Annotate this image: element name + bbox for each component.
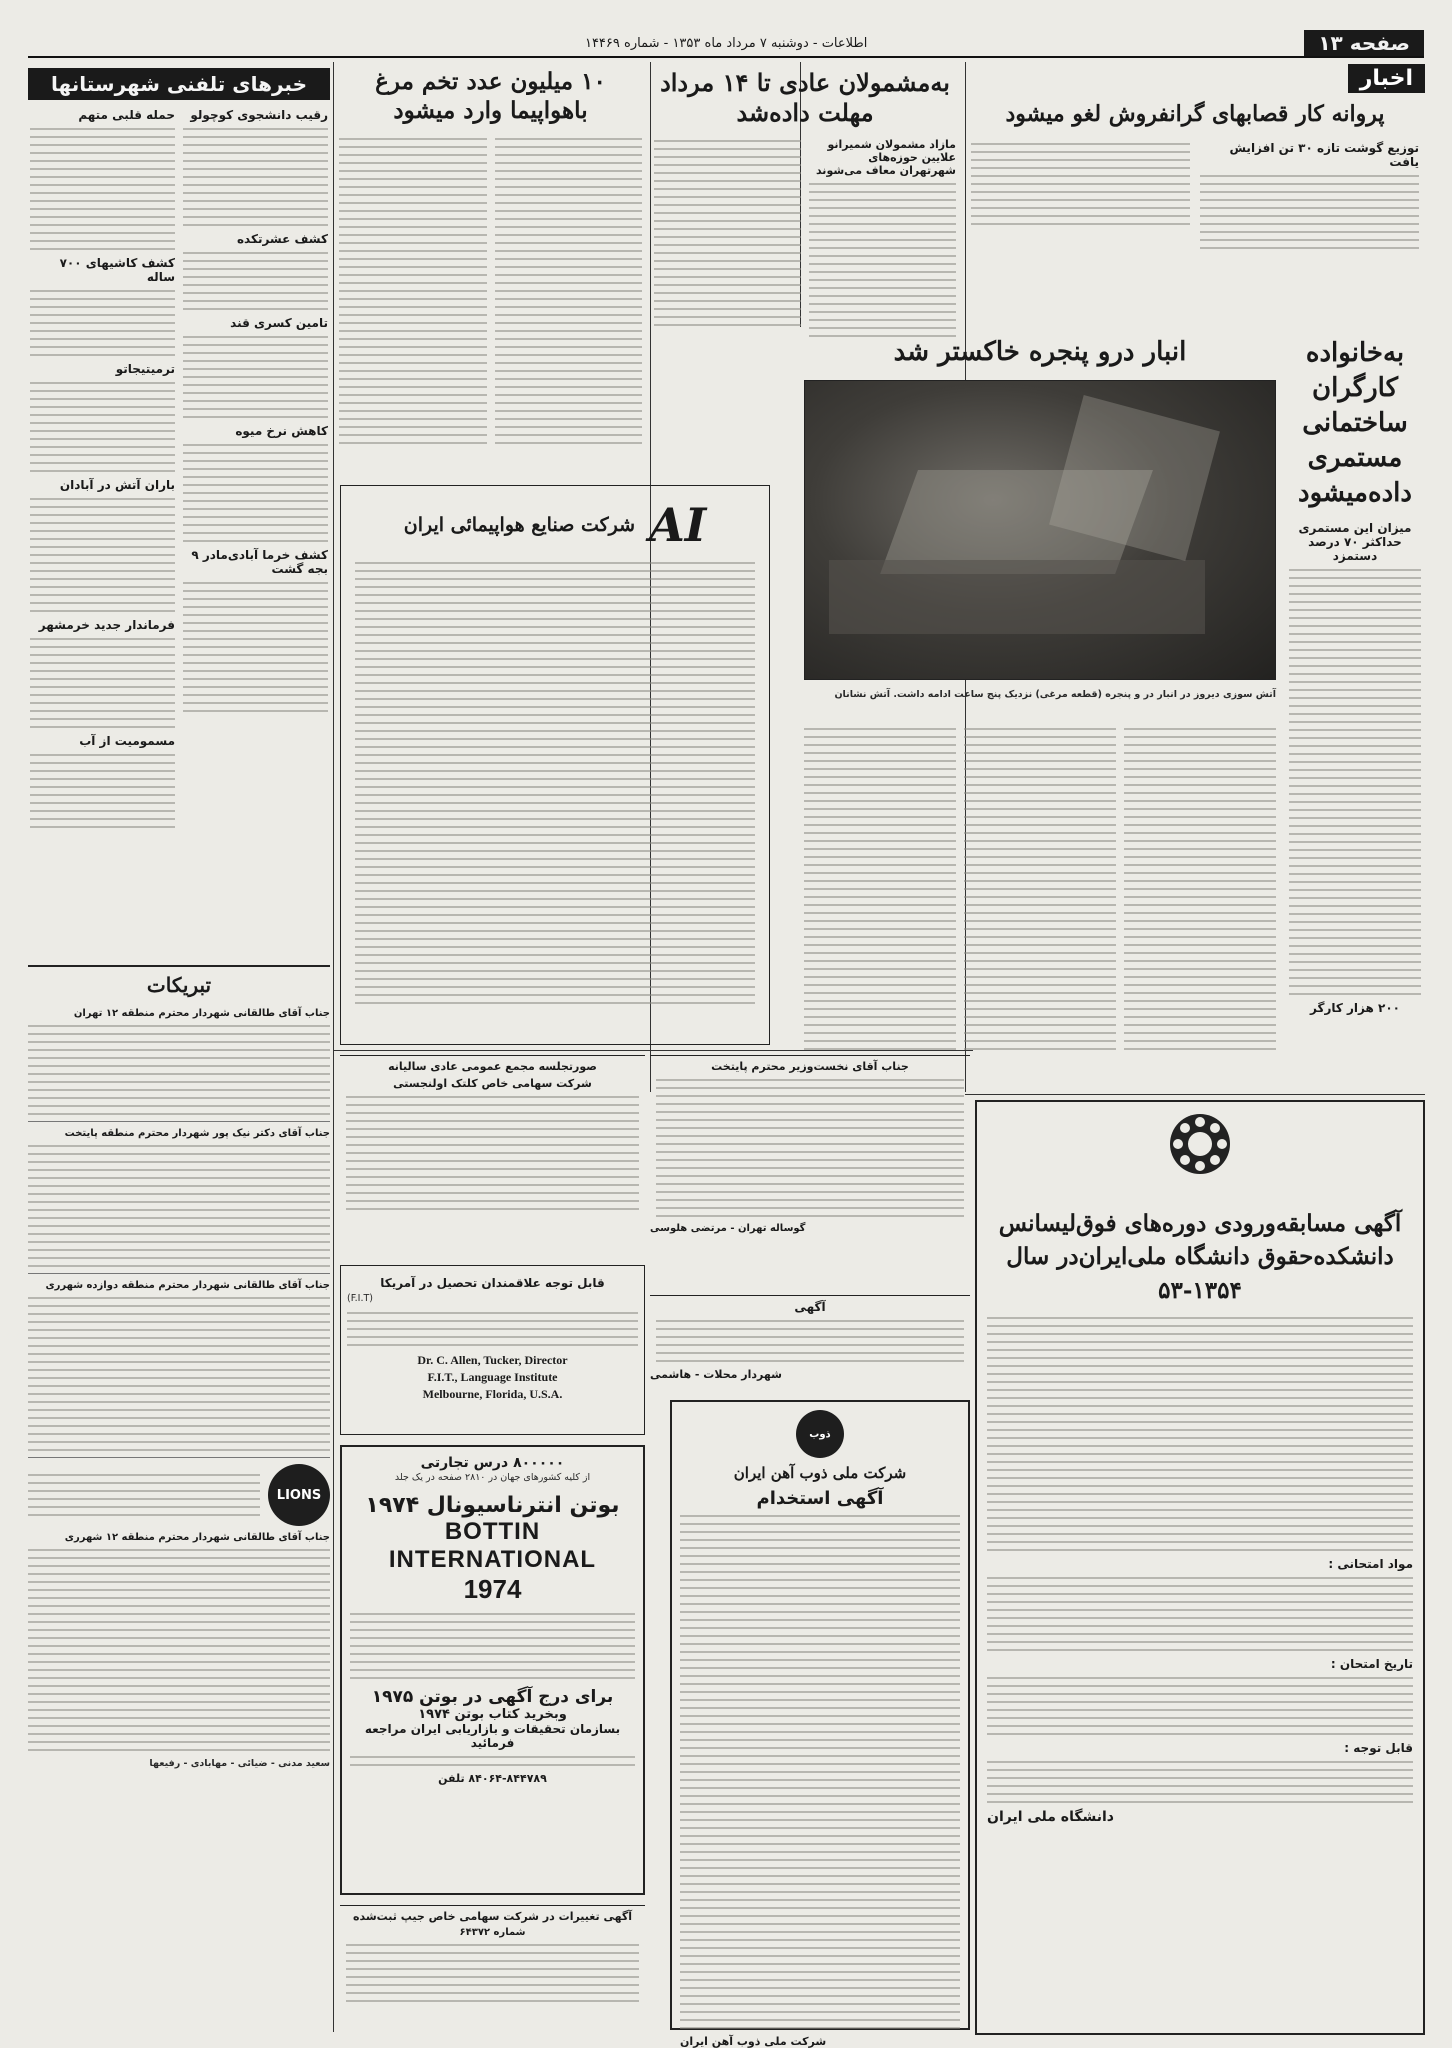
butchers-headline: پروانه کار قصابهای گرانفروش لغو میشود [1005, 101, 1385, 127]
fire-headline: انبار درو پنجره خاکستر شد [893, 337, 1187, 367]
phone-item-0: رقیب دانشجوی کوچولو [190, 108, 328, 122]
congrats-footer: سعید مدنی - ضیائی - مهابادی - رفیعها [149, 1758, 330, 1769]
phone-item-2: کشف عشرتکده [236, 232, 328, 246]
general-notice-sign: شهردار محلات - هاشمی [650, 1368, 782, 1381]
general-notice-title: آگهی [794, 1300, 826, 1314]
ad-meat-notice [650, 1055, 970, 1295]
ad-minutes [340, 1055, 645, 1260]
ad-aircraft [340, 485, 770, 1045]
phone-news-headline: خبرهای تلفنی شهرستانها [28, 68, 330, 100]
congrats-headline: تبریکات [146, 973, 212, 997]
minutes-company: شرکت سهامی خاص کلتک اولنجستی [393, 1077, 592, 1090]
congrats-item-0: جناب آقای طالقانی شهردار محترم منطقه ۱۲ تهران [73, 1008, 330, 1019]
aircraft-logo: AI [649, 498, 707, 552]
steel-title: آگهی استخدام [756, 1488, 884, 1509]
steel-company-emblem: ذوب [796, 1410, 844, 1458]
congrats-block [28, 965, 330, 2030]
phone-item-7: کاهش نرخ میوه [235, 424, 328, 438]
phone-item-3: کشف کاشیهای ۷۰۰ ساله [59, 256, 175, 284]
phone-item-5: ترمیتیجاتو [115, 362, 175, 376]
news-block-fire [800, 330, 1280, 1090]
bottin-title-en: BOTTIN INTERNATIONAL [388, 1518, 597, 1574]
dateline: اطلاعات - دوشنبه ۷ مرداد ماه ۱۳۵۳ - شماره ۱۴۴۶۹ [584, 35, 868, 51]
workers-subheadline: میزان این مستمری حداکثر ۷۰ درصد دستمزد [1298, 521, 1412, 564]
fit-title: قابل توجه علاقمندان تحصیل در آمریکا [380, 1276, 605, 1290]
university-date: تاریخ امتحان : [1330, 1657, 1413, 1672]
bottin-cta: برای درج آگهی در بوتن ۱۹۷۵ [371, 1687, 614, 1708]
bottin-year: 1974 [463, 1574, 522, 1605]
fit-city: Melbourne, Florida, U.S.A. [422, 1386, 563, 1401]
page-number: صفحه ۱۳ [1304, 30, 1424, 56]
congrats-item-1: جناب آقای دکتر نیک پور شهردار محترم منطقه پایتخت [64, 1128, 330, 1139]
conscripts-subheadline: مازاد مشمولان شمیرانو علایین حوزه‌های شهرتهران‌ معاف می‌شوند [815, 138, 956, 177]
ad-changes [340, 1905, 645, 2035]
fit-director: Dr. C. Allen, Tucker, Director [417, 1353, 568, 1368]
phone-item-9: کشف خرما آبادی‌مادر ۹ بجه گشت [191, 548, 328, 576]
university-sign: دانشگاه ملی ایران [987, 1809, 1114, 1826]
fit-org: (F.I.T) [347, 1293, 373, 1304]
phone-item-8: فرماندار جدید خرمشهر [38, 618, 175, 632]
phone-item-10: مسمومیت از آب [79, 734, 175, 748]
meat-subheadline: توزیع گوشت تازه ۳۰ تن افزایش یافت [1229, 140, 1419, 169]
news-block-conscripts [650, 62, 960, 332]
steel-footer: شرکت ملی ذوب آهن ایران [680, 2035, 827, 2048]
meat-notice-footer: گوساله تهران - مرتضی هلوسی [650, 1223, 806, 1234]
news-block-eggs [333, 62, 648, 482]
workers-count: ۲۰۰ هزار کارگر [1310, 1001, 1400, 1016]
ad-university [975, 1100, 1425, 2035]
fire-photo-caption: آتش سوزی دیروز در انبار در و پنجره (قطعه مرغی) نزدیک پنج ساعت ادامه داشت. آتش نشانان [834, 689, 1276, 700]
steel-company-name: شرکت ملی ذوب آهن ایران [733, 1464, 907, 1482]
bottin-title-fa: بوتن انترناسیونال ۱۹۷۴ [365, 1493, 620, 1519]
news-block-phone [28, 62, 330, 962]
bottin-price: ۸۰۰۰۰۰ درس تجارتی [420, 1455, 565, 1471]
bottin-countries: از کلیه کشورهای جهان در ۲۸۱۰ صفحه در یک جلد [394, 1472, 591, 1483]
news-block-workers [1285, 330, 1425, 1190]
ad-general-notice [650, 1295, 970, 1395]
minutes-title: صورتجلسه مجمع عمومی عادی سالیانه [388, 1060, 597, 1073]
congrats-item-2: جناب آقای طالقانی شهردار محترم منطقه دوازده شهرری [45, 1280, 330, 1291]
university-title: آگهی مسابقه‌ورودی دوره‌های فوق‌لیسانس دانشکده‌حقوق دانشگاه ملی‌ایران‌در سال ۱۳۵۴-۵۳ [998, 1210, 1402, 1304]
section-label: اخبار [1348, 64, 1425, 93]
eggs-headline: ۱۰ میلیون عدد تخم مرغ باهواپیما وارد میشود [375, 68, 606, 124]
congrats-item-3: جناب آقای طالقانی شهردار محترم منطقه ۱۲ شهرری [64, 1532, 330, 1543]
university-emblem [1168, 1112, 1232, 1176]
bottin-cta3: بسازمان تحقیقات و بازاریابی ایران مراجعه فرمائید [364, 1722, 621, 1751]
ad-bottin [340, 1445, 645, 1895]
masthead [28, 30, 1424, 58]
changes-sub: شماره ۶۴۳۷۲ [459, 1927, 526, 1938]
fire-photo [804, 380, 1276, 680]
news-block-butchers [965, 60, 1425, 330]
ad-fit [340, 1265, 645, 1435]
phone-item-4: تامین کسری قند [230, 316, 328, 330]
phone-item-6: باران آتش در آبادان [59, 478, 175, 492]
ad-steel [670, 1400, 970, 2048]
bottin-cta2: وبخرید کتاب بوتن ۱۹۷۴ [418, 1707, 567, 1723]
lions-club-emblem: LIONS [268, 1464, 330, 1526]
meat-notice-title: جناب آقای نخست‌وزیر محترم پایتخت [711, 1060, 909, 1073]
phone-item-1: حمله قلبی متهم [78, 108, 175, 122]
bottin-phone: ۸۴۰۶۴-۸۴۴۷۸۹ تلفن [438, 1772, 547, 1786]
fit-institute: F.I.T., Language Institute [427, 1370, 558, 1385]
workers-headline: به‌خانواده کارگران ساختمانی مستمری داده‌میشود [1298, 338, 1412, 509]
university-accept: قابل توجه : [1344, 1741, 1413, 1756]
changes-title: آگهی تغییرات در شرکت سهامی خاص جیپ ثبت‌شده [352, 1910, 633, 1923]
aircraft-title: شرکت صنایع هواپیمائی ایران [403, 514, 636, 536]
university-conditions: مواد امتحانی : [1328, 1557, 1413, 1572]
conscripts-headline: به‌مشمولان عادی تا ۱۴ مرداد مهلت داده‌شد [660, 68, 950, 127]
